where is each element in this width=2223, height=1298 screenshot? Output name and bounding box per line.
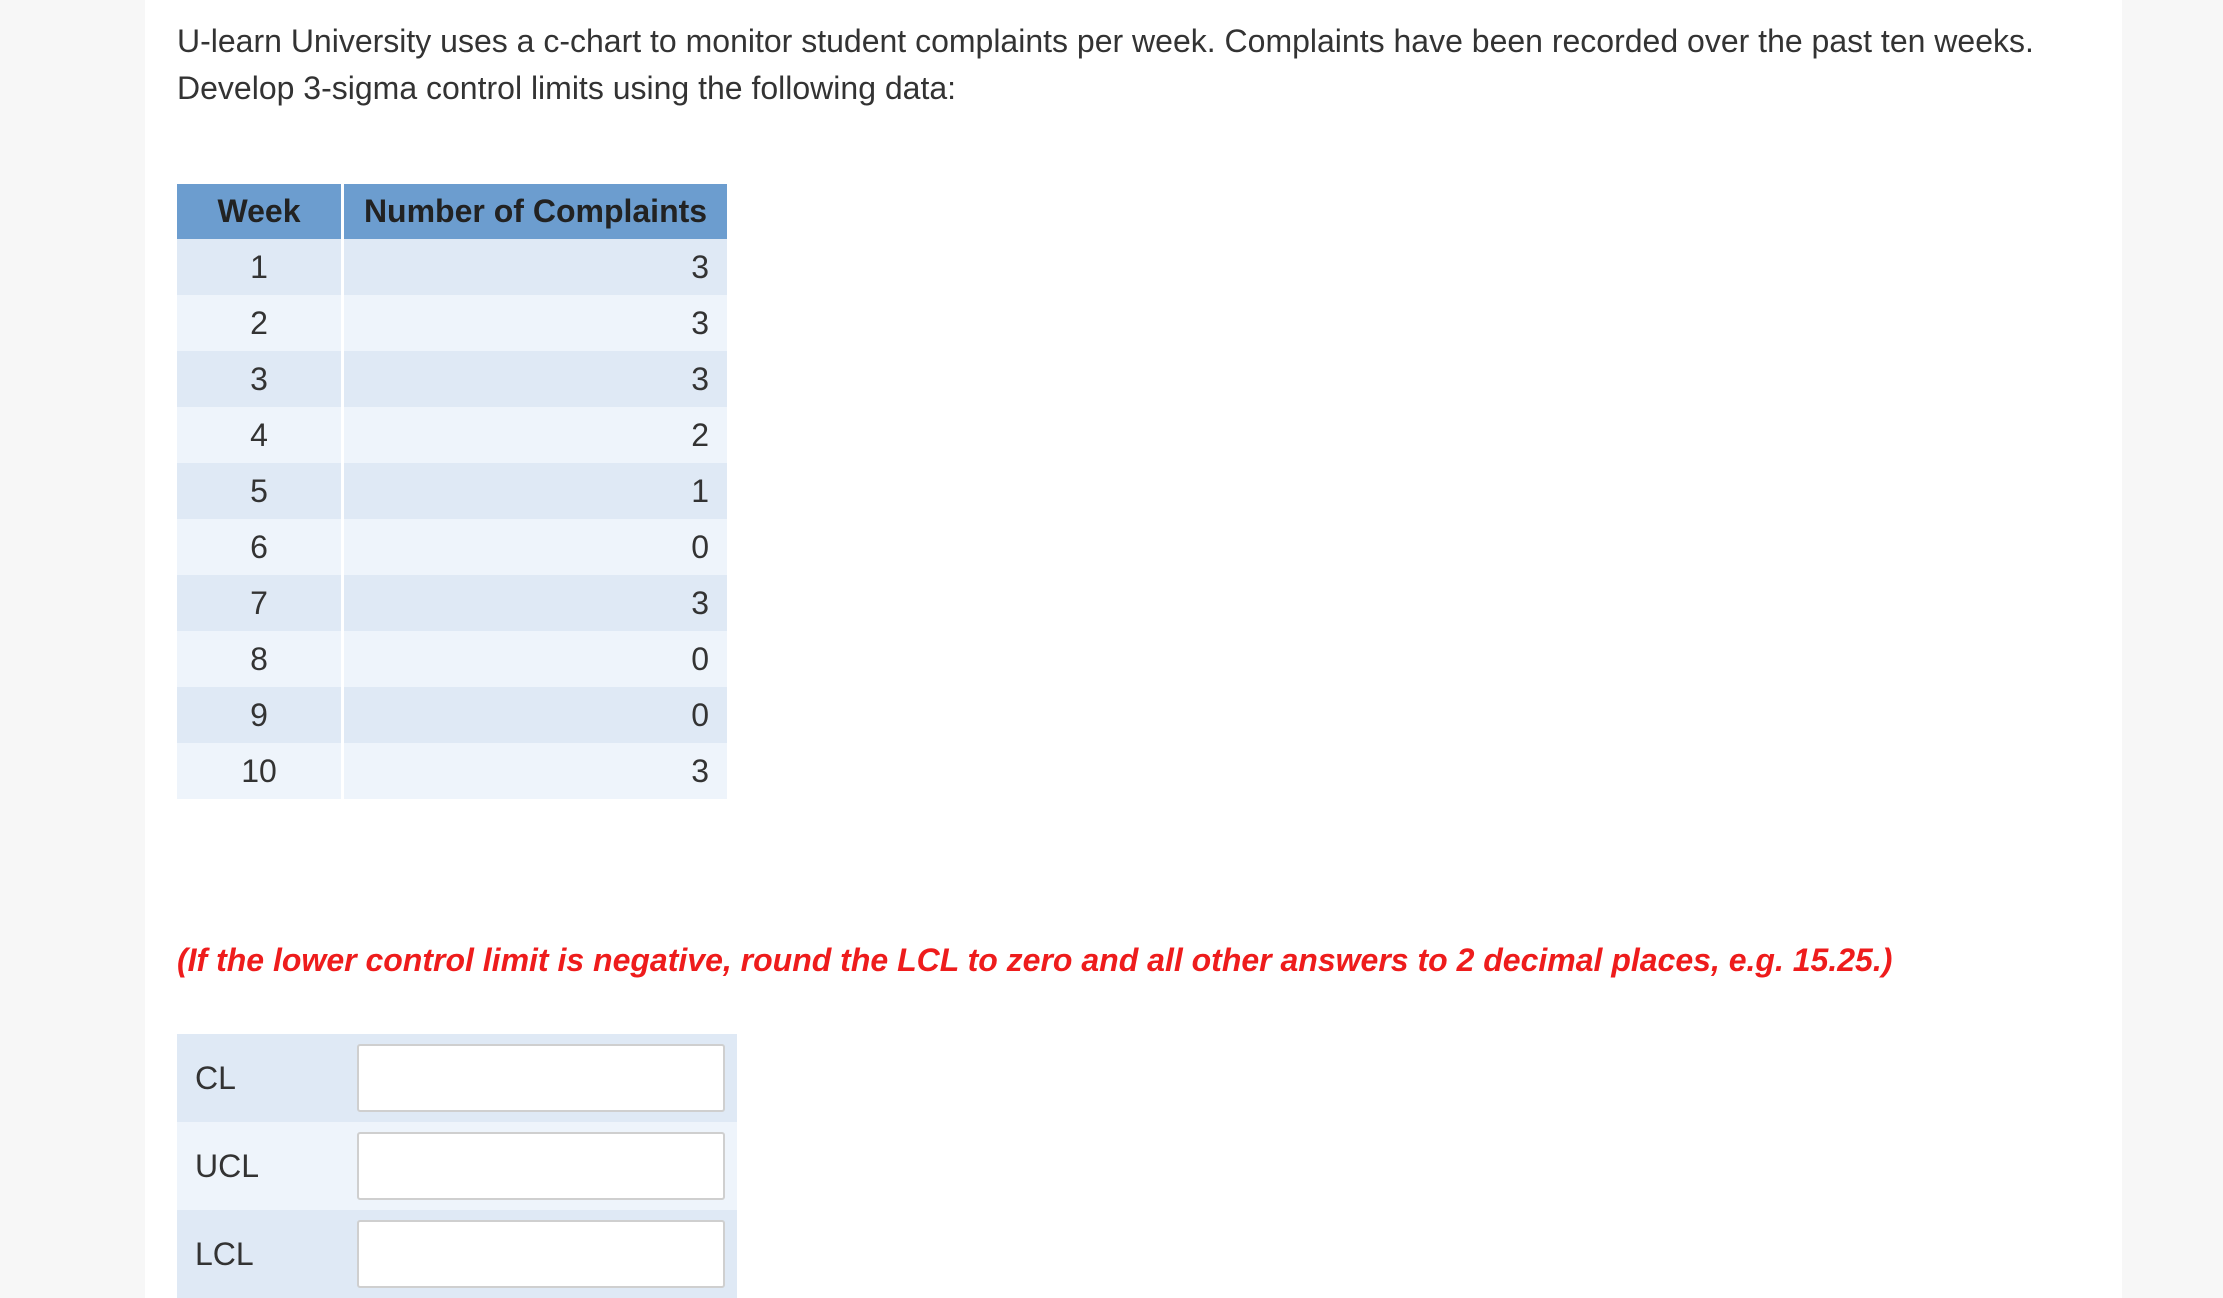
answer-row-ucl bbox=[177, 1122, 737, 1210]
table-row bbox=[177, 743, 727, 799]
cl-input[interactable] bbox=[357, 1044, 725, 1112]
complaints-cell: 2 bbox=[343, 407, 728, 463]
table-row bbox=[177, 687, 727, 743]
complaints-cell: 3 bbox=[343, 351, 728, 407]
ucl-label: UCL bbox=[177, 1122, 357, 1210]
table-row bbox=[177, 463, 727, 519]
lcl-input[interactable] bbox=[357, 1220, 725, 1288]
question-text bbox=[177, 18, 2097, 112]
complaints-cell: 3 bbox=[343, 575, 728, 631]
week-cell: 2 bbox=[177, 295, 343, 351]
table-row bbox=[177, 407, 727, 463]
question-line-1: U-learn University uses a c-chart to monitor student complaints per week. Complaints have been recorded over the past ten weeks. bbox=[177, 23, 2034, 59]
cl-label: CL bbox=[177, 1034, 357, 1122]
table-row bbox=[177, 519, 727, 575]
ucl-input[interactable] bbox=[357, 1132, 725, 1200]
table-header-row bbox=[177, 184, 727, 239]
ucl-field-cell bbox=[357, 1122, 737, 1210]
complaints-table bbox=[177, 184, 727, 799]
table-row bbox=[177, 575, 727, 631]
week-cell: 10 bbox=[177, 743, 343, 799]
week-cell: 3 bbox=[177, 351, 343, 407]
complaints-cell: 0 bbox=[343, 519, 728, 575]
complaints-cell: 0 bbox=[343, 687, 728, 743]
complaints-cell: 3 bbox=[343, 743, 728, 799]
table-row bbox=[177, 351, 727, 407]
question-line-2: Develop 3-sigma control limits using the following data: bbox=[177, 70, 957, 106]
week-cell: 9 bbox=[177, 687, 343, 743]
lcl-label: LCL bbox=[177, 1210, 357, 1298]
week-cell: 5 bbox=[177, 463, 343, 519]
table-row bbox=[177, 631, 727, 687]
lcl-field-cell bbox=[357, 1210, 737, 1298]
week-cell: 1 bbox=[177, 239, 343, 295]
rounding-instruction: (If the lower control limit is negative, round the LCL to zero and all other answers to 2 decimal places, e.g. 15.25.) bbox=[177, 942, 1893, 978]
week-cell: 8 bbox=[177, 631, 343, 687]
complaints-cell: 3 bbox=[343, 295, 728, 351]
complaints-cell: 1 bbox=[343, 463, 728, 519]
answer-row-cl bbox=[177, 1034, 737, 1122]
complaints-cell: 3 bbox=[343, 239, 728, 295]
complaints-header: Number of Complaints bbox=[343, 184, 728, 239]
question-page bbox=[145, 0, 2122, 1298]
table-row bbox=[177, 239, 727, 295]
table-row bbox=[177, 295, 727, 351]
answer-row-lcl bbox=[177, 1210, 737, 1298]
answer-table bbox=[177, 1034, 737, 1298]
week-cell: 6 bbox=[177, 519, 343, 575]
complaints-cell: 0 bbox=[343, 631, 728, 687]
cl-field-cell bbox=[357, 1034, 737, 1122]
week-cell: 7 bbox=[177, 575, 343, 631]
week-cell: 4 bbox=[177, 407, 343, 463]
week-header: Week bbox=[177, 184, 343, 239]
